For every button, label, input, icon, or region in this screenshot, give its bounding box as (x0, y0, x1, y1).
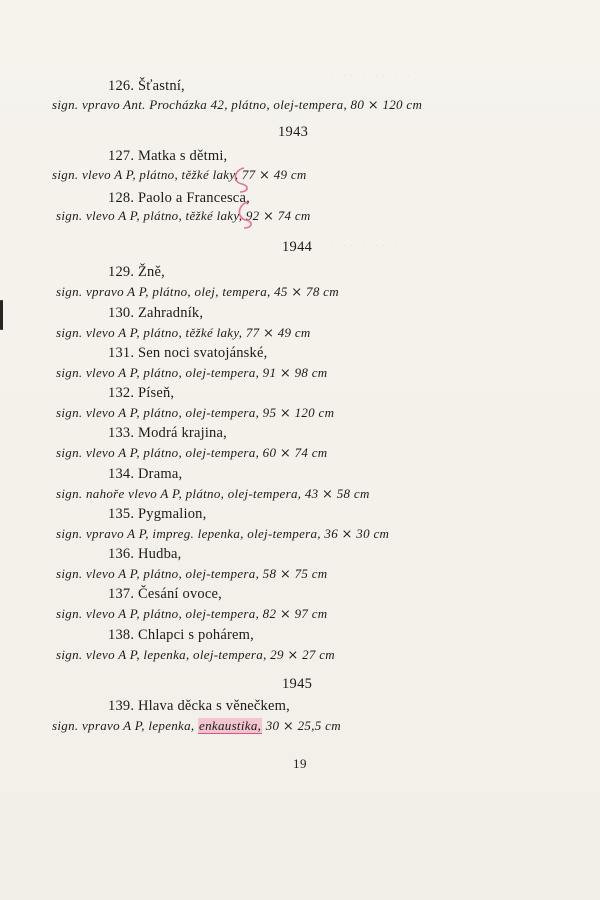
catalog-entry-description: sign. vlevo A P, plátno, olej-tempera, 95 ⨯ 120 cm (56, 405, 335, 420)
catalog-entry-description: sign. vlevo A P, plátno, olej-tempera, 60 ⨯ 74 cm (56, 445, 328, 460)
catalog-entry-description: sign. vlevo A P, plátno, těžké laky, 92 ⨯ 74 cm (56, 208, 311, 223)
catalog-entry-description: sign. vlevo A P, plátno, olej-tempera, 82 ⨯ 97 cm (56, 606, 328, 621)
catalog-entry-description: sign. vlevo A P, plátno, těžké laky, 77 ⨯ 49 cm (52, 167, 307, 182)
catalog-entry-title: 139. Hlava děcka s věnečkem, (108, 698, 290, 714)
catalog-entry-description: sign. vlevo A P, plátno, těžké laky, 77 ⨯ 49 cm (56, 325, 311, 340)
catalog-entry-description: sign. vpravo A P, plátno, olej, tempera, 45 ⨯ 78 cm (56, 284, 339, 299)
catalog-entry-title: 129. Žně, (108, 264, 165, 280)
catalog-entry-title: 127. Matka s dětmi, (108, 148, 228, 164)
catalog-entry-description: sign. vlevo A P, plátno, olej-tempera, 58 ⨯ 75 cm (56, 566, 328, 581)
catalog-entry-description: sign. vlevo A P, lepenka, olej-tempera, 29 ⨯ 27 cm (56, 647, 335, 662)
catalog-entry-description (52, 718, 341, 734)
year-heading: 1943 (278, 124, 309, 140)
catalog-entry-title: 136. Hudba, (108, 546, 182, 562)
catalog-entry-title: 126. Šťastní, (108, 78, 185, 94)
catalog-entry-title: 128. Paolo a Francesca, (108, 190, 250, 206)
bleed-through-text: · · · · · · · · · · · · · (330, 70, 411, 82)
catalog-entry-title: 133. Modrá krajina, (108, 425, 227, 441)
bleed-through-text: · · · · · · · · · · · (330, 240, 398, 252)
catalog-entry-title: 132. Píseň, (108, 385, 175, 401)
catalog-entry-title: 130. Zahradník, (108, 305, 204, 321)
catalog-entry-description: sign. vpravo A P, impreg. lepenka, olej-tempera, 36 ⨯ 30 cm (56, 526, 390, 541)
catalog-entry-description: sign. vlevo A P, plátno, olej-tempera, 91 ⨯ 98 cm (56, 365, 328, 380)
page-edge-mark (0, 300, 3, 330)
description-text: 30 ⨯ 25,5 cm (262, 718, 341, 733)
catalog-entry-title: 138. Chlapci s pohárem, (108, 627, 254, 643)
catalog-entry-description: sign. nahoře vlevo A P, plátno, olej-tempera, 43 ⨯ 58 cm (56, 486, 370, 501)
catalog-entry-title: 137. Česání ovoce, (108, 586, 222, 602)
year-heading: 1944 (282, 239, 313, 255)
catalog-entry-description: sign. vpravo Ant. Procházka 42, plátno, olej-tempera, 80 ⨯ 120 cm (52, 97, 423, 112)
catalog-entry-title: 135. Pygmalion, (108, 506, 207, 522)
year-heading: 1945 (282, 676, 313, 692)
page-number: 19 (293, 756, 307, 771)
description-text: sign. vpravo A P, lepenka, (52, 718, 199, 733)
catalog-entry-title: 131. Sen noci svatojánské, (108, 345, 268, 361)
pen-mark-icon (226, 162, 266, 232)
highlighted-text: enkaustika, (199, 718, 262, 733)
catalog-entry-title: 134. Drama, (108, 466, 183, 482)
